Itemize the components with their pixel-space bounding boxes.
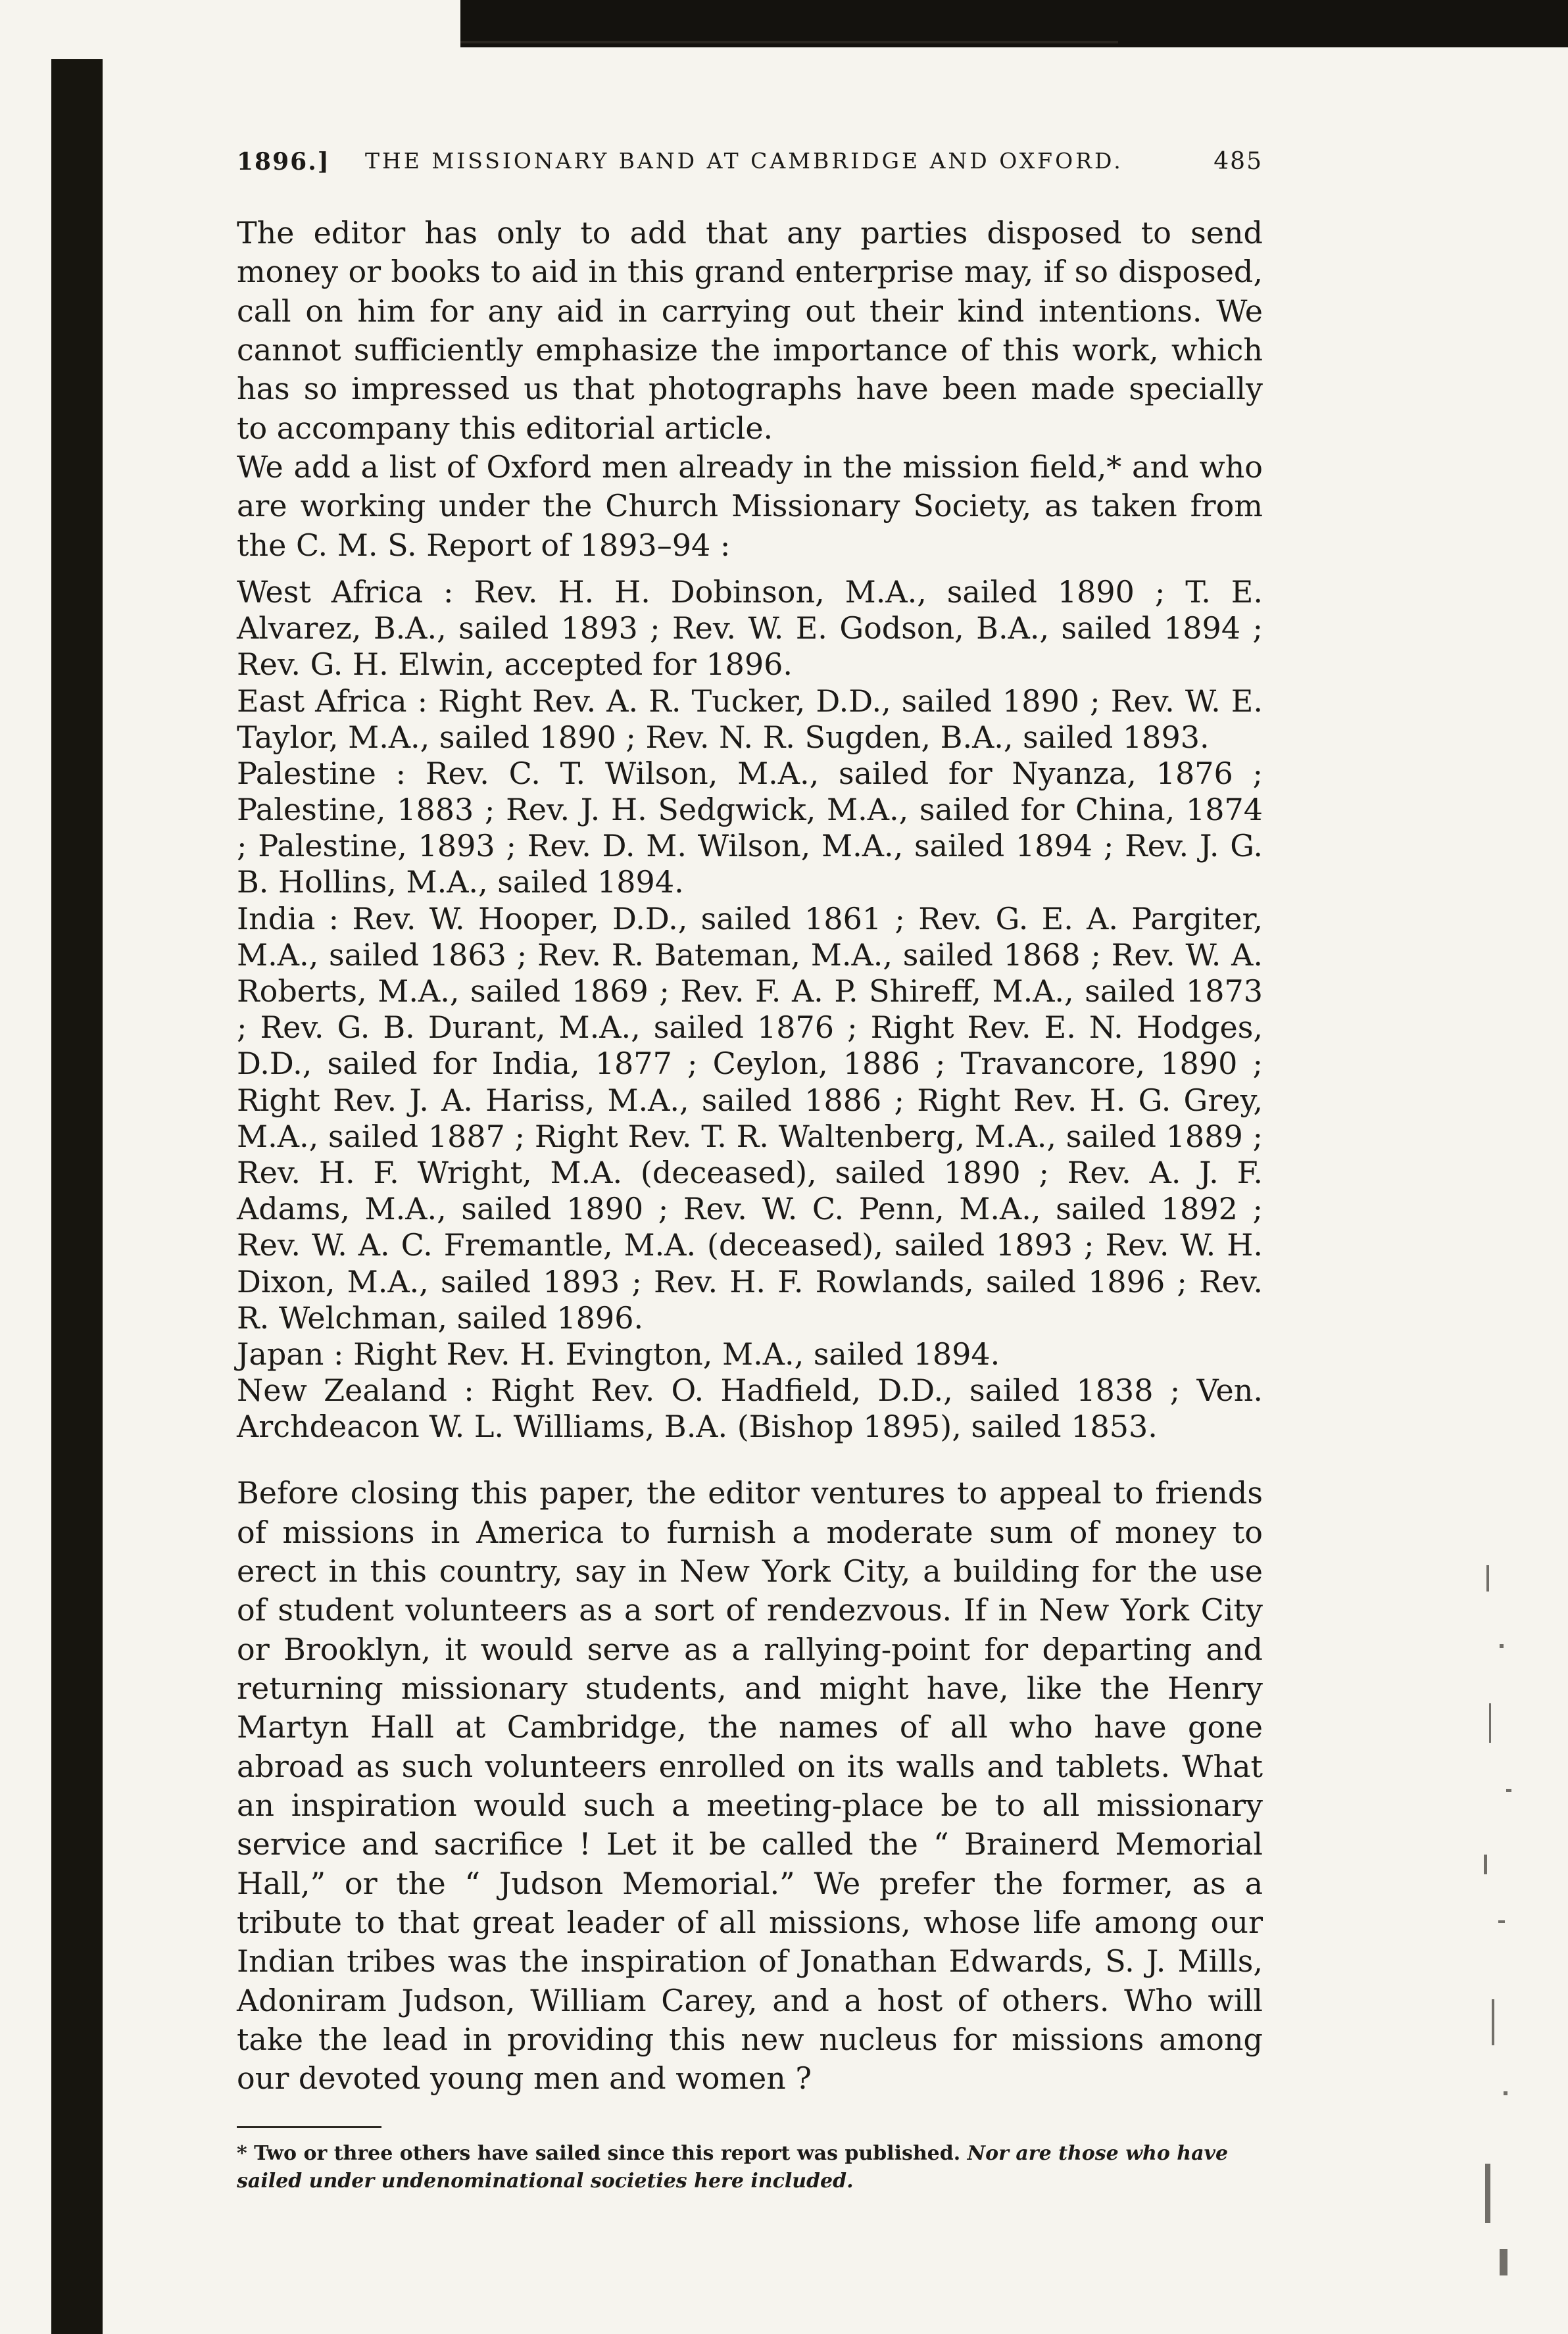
footnote-italic: Nor are those who have sailed under undenominational societies here included. — [237, 2141, 1229, 2193]
running-head-title: THE MISSIONARY BAND AT CAMBRIDGE AND OXFORD. — [365, 148, 1123, 174]
mission-entry-new-zealand: New Zealand : Right Rev. O. Hadfield, D.D., sailed 1838 ; Ven. Archdeacon W. L. Williams, B.A. (Bishop 1895), sailed 1853. — [237, 1373, 1263, 1445]
footnote-divider — [237, 2126, 381, 2128]
scan-border-left — [51, 59, 103, 2334]
mission-list — [237, 574, 1263, 1446]
paragraph-closing-appeal: Before closing this paper, the editor ventures to appeal to friends of missions in America to furnish a moderate sum of money to erect in this country, say in New York City, a building for the use of student volunteers as a sort of rendezvous. If in New York City or Brooklyn, it would serve as a rallying-point for departing and returning missionary students, and might have, like the Henry Martyn Hall at Cambridge, the names of all who have gone abroad as such volunteers enrolled on its walls and tablets. What an inspiration would such a meeting-place be to all missionary service and sacrifice ! Let it be called the “ Brainerd Memorial Hall,” or the “ Judson Memorial.” We prefer the former, as a tribute to that great leader of all missions, whose life among our Indian tribes was the inspiration of Jonathan Edwards, S. J. Mills, Adoniram Judson, William Carey, and a host of others. Who will take the lead in providing this new nucleus for missions among our devoted young men and women ? — [237, 1475, 1263, 2097]
journal-page — [237, 148, 1263, 2195]
paragraph-editor-note: The editor has only to add that any parties disposed to send money or books to aid in this grand enterprise may, if so disposed, call on him for any aid in carrying out their kind intentions. We cannot sufficiently emphasize the importance of this work, which has so impressed us that photographs have been made specially to accompany this editorial article. — [237, 215, 1263, 446]
mission-entry-japan: Japan : Right Rev. H. Evington, M.A., sailed 1894. — [237, 1336, 1000, 1372]
running-head-date: 1896.] — [237, 148, 330, 176]
footnote-text: * Two or three others have sailed since this report was published. — [237, 2141, 961, 2165]
scan-rule-top — [460, 41, 1118, 43]
mission-entry-palestine: Palestine : Rev. C. T. Wilson, M.A., sailed for Nyanza, 1876 ; Palestine, 1883 ; Rev. J. H. Sedgwick, M.A., sailed for China, 1874 ; Palestine, 1893 ; Rev. D. M. Wilson, M.A., sailed 1894 ; Rev. J. G. B. Hollins, M.A., sailed 1894. — [237, 755, 1263, 900]
mission-entry-india: India : Rev. W. Hooper, D.D., sailed 1861 ; Rev. G. E. A. Pargiter, M.A., sailed 1863 ; Rev. R. Bateman, M.A., sailed 1868 ; Rev. W. A. Roberts, M.A., sailed 1869 ; Rev. F. A. P. Shireff, M.A., sailed 1873 ; Rev. G. B. Durant, M.A., sailed 1876 ; Right Rev. E. N. Hodges, D.D., sailed for India, 1877 ; Ceylon, 1886 ; Travancore, 1890 ; Right Rev. J. A. Hariss, M.A., sailed 1886 ; Right Rev. H. G. Grey, M.A., sailed 1887 ; Right Rev. T. R. Waltenberg, M.A., sailed 1889 ; Rev. H. F. Wright, M.A. (deceased), sailed 1890 ; Rev. A. J. F. Adams, M.A., sailed 1890 ; Rev. W. C. Penn, M.A., sailed 1892 ; Rev. W. A. C. Fremantle, M.A. (deceased), sailed 1893 ; Rev. W. H. Dixon, M.A., sailed 1893 ; Rev. H. F. Rowlands, sailed 1896 ; Rev. R. Welchman, sailed 1896. — [237, 900, 1263, 1336]
paragraph-list-intro: We add a list of Oxford men already in the mission field,* and who are working under the Church Missionary Society, as taken from the C. M. S. Report of 1893–94 : — [237, 449, 1263, 563]
footnote — [237, 2140, 1263, 2195]
running-head — [237, 148, 1263, 194]
page-number: 485 — [1213, 148, 1263, 175]
mission-entry-east-africa: East Africa : Right Rev. A. R. Tucker, D.D., sailed 1890 ; Rev. W. E. Taylor, M.A., sailed 1890 ; Rev. N. R. Sugden, B.A., sailed 1893. — [237, 683, 1263, 755]
mission-entry-west-africa: West Africa : Rev. H. H. Dobinson, M.A., sailed 1890 ; T. E. Alvarez, B.A., sailed 1893 ; Rev. W. E. Godson, B.A., sailed 1894 ; Rev. G. H. Elwin, accepted for 1896. — [237, 573, 1263, 683]
scan-noise-right — [1480, 1552, 1517, 2308]
